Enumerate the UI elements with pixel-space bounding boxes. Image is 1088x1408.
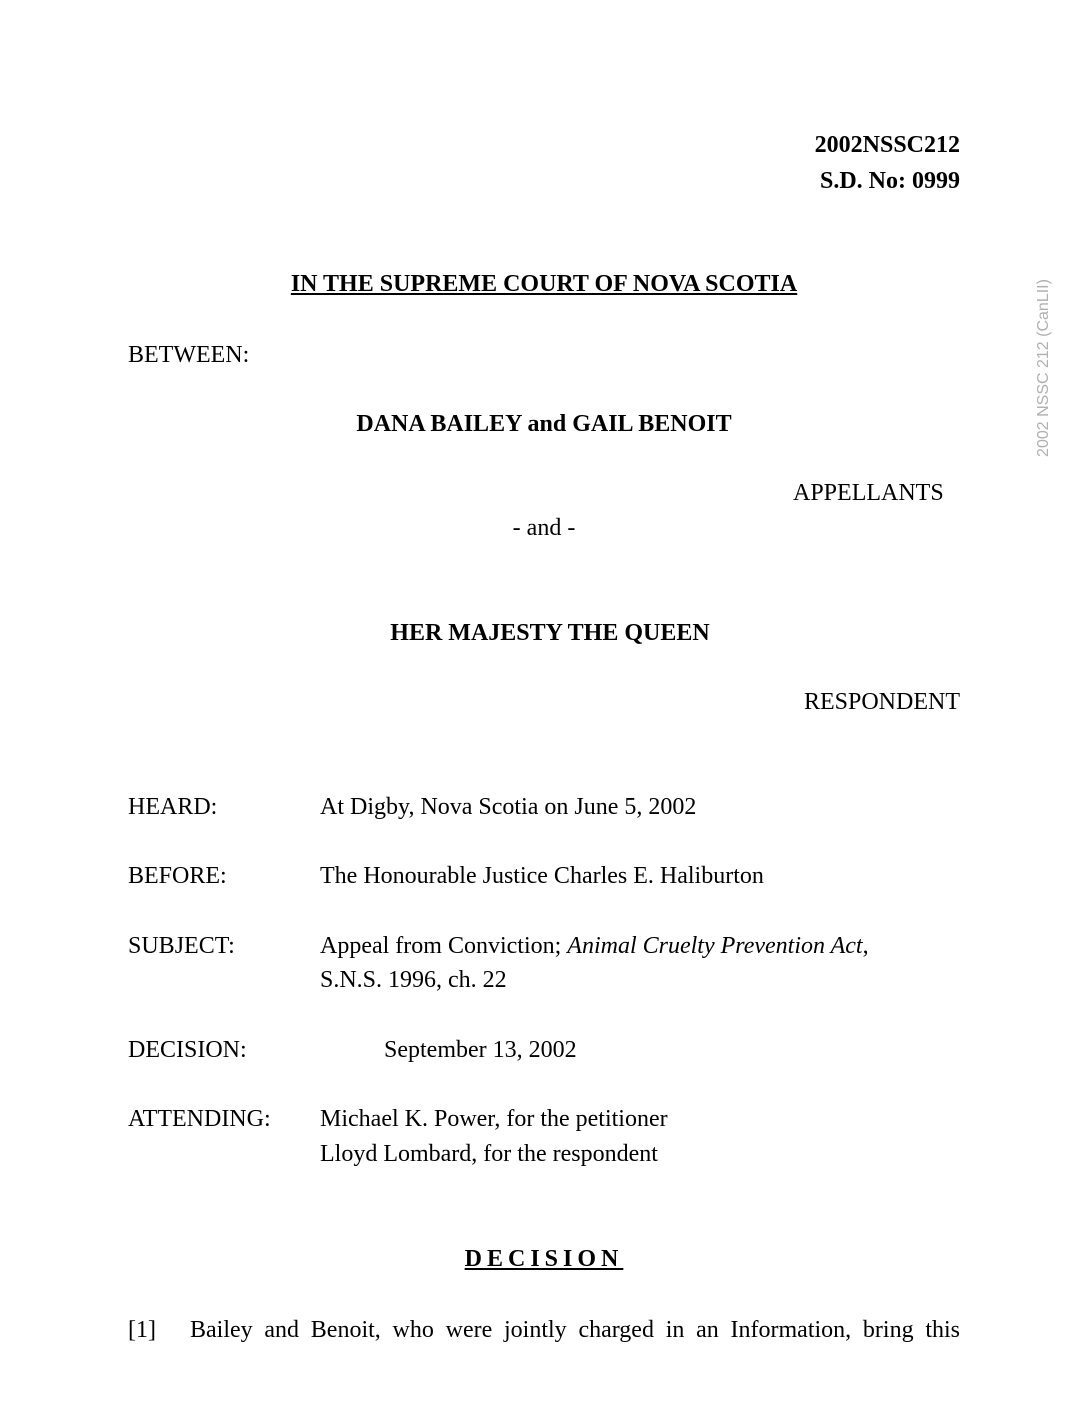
subject-value-line2: S.N.S. 1996, ch. 22 <box>320 967 507 993</box>
paragraph-number: [1] <box>128 1317 156 1343</box>
paragraph-text: Bailey and Benoit, who were jointly charged in an Information, bring this <box>190 1317 960 1343</box>
attending-line-1: Michael K. Power, for the petitioner <box>320 1106 668 1132</box>
subject-suffix: , <box>862 933 869 959</box>
attending-line-2: Lloyd Lombard, for the respondent <box>320 1141 658 1167</box>
attending-label: ATTENDING: <box>128 1106 271 1132</box>
heard-label: HEARD: <box>128 794 218 820</box>
decision-label: DECISION: <box>128 1037 247 1063</box>
between-label: BETWEEN: <box>128 342 250 368</box>
paragraph-1 <box>128 1316 960 1344</box>
decision-heading-text: DECISION <box>464 1246 624 1272</box>
appellant-names: DANA BAILEY and GAIL BENOIT <box>356 411 732 437</box>
heard-value: At Digby, Nova Scotia on June 5, 2002 <box>320 794 697 820</box>
docket-number: S.D. No: 0999 <box>819 168 960 194</box>
before-value: The Honourable Justice Charles E. Haliburton <box>320 863 764 889</box>
decision-heading <box>0 1245 1088 1273</box>
decision-date: September 13, 2002 <box>384 1037 577 1063</box>
subject-label: SUBJECT: <box>128 933 235 959</box>
subject-act-title: Animal Cruelty Prevention Act <box>567 933 863 959</box>
respondent-name: HER MAJESTY THE QUEEN <box>390 620 710 646</box>
and-separator: - and - <box>512 515 576 541</box>
appellants-role: APPELLANTS <box>793 480 944 506</box>
subject-prefix: Appeal from Conviction; <box>320 933 568 959</box>
subject-value-line1 <box>320 932 869 960</box>
respondent-role: RESPONDENT <box>803 689 960 715</box>
neutral-citation: 2002NSSC212 <box>814 132 960 158</box>
canlii-watermark: 2002 NSSC 212 (CanLII) <box>1035 279 1052 457</box>
court-title: IN THE SUPREME COURT OF NOVA SCOTIA <box>290 271 798 297</box>
before-label: BEFORE: <box>128 863 227 889</box>
